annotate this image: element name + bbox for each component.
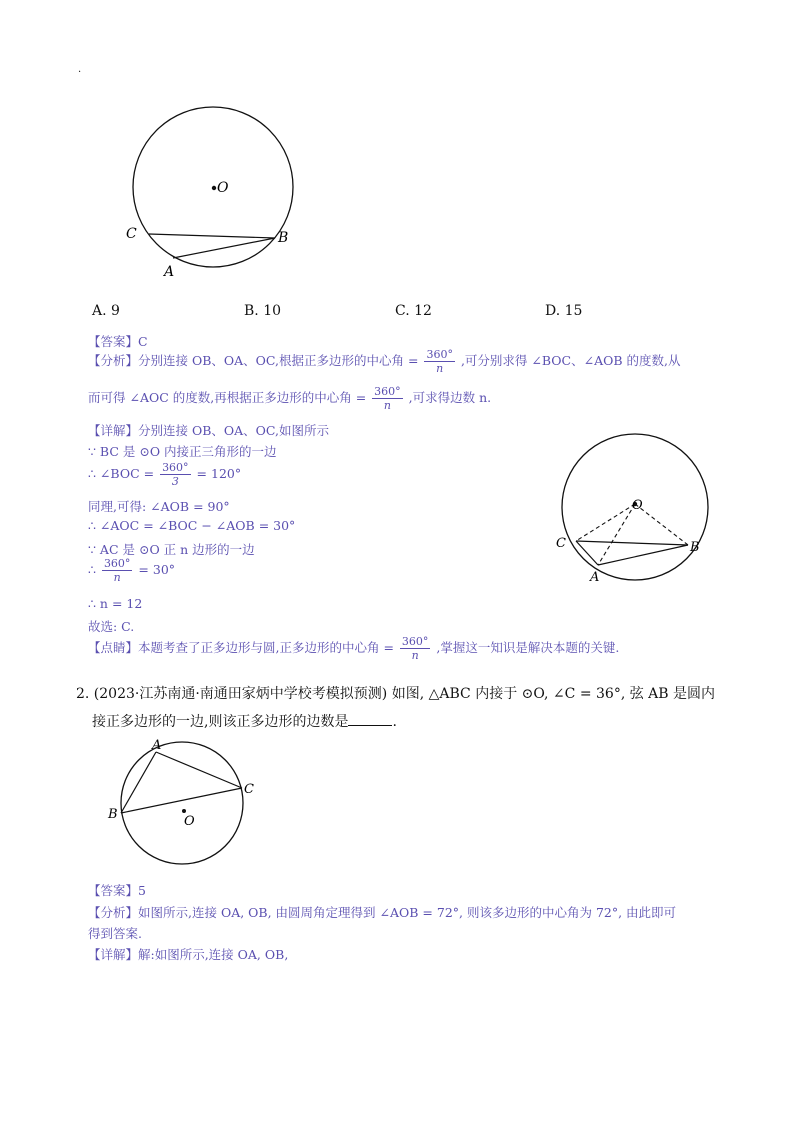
q2-line2-text: 接正多边形的一边,则该正多边形的边数是 (92, 714, 349, 730)
q1-step1: ∵ BC 是 ⊙O 内接正三角形的一边 (88, 444, 277, 459)
fraction-360-over-n (102, 558, 133, 583)
q1-comment-a: 【点睛】本题考查了正多边形与圆,正多边形的中心角 = (88, 640, 394, 655)
frac-den: n (383, 399, 391, 412)
q1-step2a: ∴ ∠BOC = (88, 466, 155, 481)
q1-step2b: = 120° (196, 466, 242, 481)
frac-num: 360° (162, 461, 189, 474)
option-c[interactable]: C. 12 (395, 303, 432, 319)
label-c: C (244, 782, 254, 797)
q1-answer: 【答案】C (88, 334, 148, 349)
q1-analysis-l1b: ,可分别求得 ∠BOC、∠AOB 的度数,从 (460, 353, 681, 368)
chord-ab (598, 545, 688, 565)
circle-outline (121, 742, 243, 864)
chord-cb (149, 234, 275, 238)
fraction-360-over-n (372, 386, 403, 411)
q1-analysis-l2b: ,可求得边数 n. (408, 390, 492, 405)
label-o: O (217, 180, 229, 196)
frac-den: n (436, 362, 444, 375)
option-b[interactable]: B. 10 (244, 303, 282, 319)
fraction-360-over-3 (160, 462, 191, 487)
frac-num: 360° (401, 635, 429, 648)
q1-step7: ∴ n = 12 (88, 596, 143, 611)
label-o: O (184, 814, 195, 829)
radius-ob (635, 504, 688, 545)
chord-ac (156, 752, 242, 788)
frac-num: 360° (426, 348, 453, 361)
center-point (182, 809, 186, 813)
q2-line2 (92, 711, 397, 731)
fraction-360-over-n (400, 636, 431, 661)
label-c: C (126, 226, 137, 242)
chord-bc (121, 788, 242, 813)
q1-analysis-l2a: 而可得 ∠AOC 的度数,再根据正多边形的中心角 = (88, 390, 367, 405)
q1-step5: ∵ AC 是 ⊙O 正 n 边形的一边 (88, 542, 255, 557)
center-point (212, 186, 216, 190)
radius-oa (598, 504, 635, 565)
frac-num: 360° (103, 557, 131, 570)
q2-analysis-line1: 【分析】如图所示,连接 OA, OB, 由圆周角定理得到 ∠AOB = 72°, 则该多边形的中心角为 72°, 由此即可 (88, 905, 677, 920)
label-b: B (690, 540, 700, 555)
q2-answer: 【答案】5 (88, 883, 146, 898)
option-a[interactable]: A. 9 (92, 303, 120, 319)
q1-step2 (88, 462, 241, 487)
label-b: B (278, 230, 289, 246)
q1-comment (88, 636, 619, 661)
figure-circle-2 (548, 430, 718, 590)
q1-comment-b: ,掌握这一知识是解决本题的关键. (436, 640, 620, 655)
label-c: C (556, 536, 566, 551)
frac-num: 360° (374, 385, 401, 398)
chord-ab (173, 238, 275, 258)
label-a: A (590, 570, 600, 585)
radius-oc (576, 504, 635, 541)
q1-step4: ∴ ∠AOC = ∠BOC − ∠AOB = 30° (88, 518, 296, 533)
frac-den: 3 (171, 475, 179, 488)
figure-circle-1 (118, 92, 308, 282)
label-a: A (164, 264, 175, 280)
figure-circle-3 (100, 735, 270, 875)
frac-den: n (113, 571, 121, 584)
option-d[interactable]: D. 15 (545, 303, 583, 319)
fraction-360-over-n (424, 349, 455, 374)
q1-analysis-l1a: 【分析】分别连接 OB、OA、OC,根据正多边形的中心角 = (88, 353, 419, 368)
q1-step6a: ∴ (88, 562, 96, 577)
frac-den: n (411, 649, 419, 662)
chord-cb (576, 541, 688, 545)
q1-analysis-line1 (88, 349, 681, 374)
label-o: O (632, 498, 643, 513)
answer-blank[interactable] (348, 713, 392, 726)
q1-analysis-line2 (88, 386, 491, 411)
q2-analysis-line2: 得到答案. (88, 926, 142, 941)
label-a: A (152, 738, 162, 753)
q1-step6 (88, 558, 175, 583)
q2-line1: 2. (2023·江苏南通·南通田家炳中学校考模拟预测) 如图, △ABC 内接于 ⊙O, ∠C = 36°, 弦 AB 是圆内 (76, 686, 716, 702)
q1-step3: 同理,可得: ∠AOB = 90° (88, 499, 230, 514)
q1-step6b: = 30° (138, 562, 176, 577)
q2-line2-end: . (392, 714, 397, 730)
q1-detail-title: 【详解】分别连接 OB、OA、OC,如图所示 (88, 423, 330, 438)
label-b: B (108, 807, 118, 822)
q1-step8: 故选: C. (88, 619, 135, 634)
q2-detail: 【详解】解:如图所示,连接 OA, OB, (88, 947, 289, 962)
stray-dot: . (78, 64, 82, 75)
